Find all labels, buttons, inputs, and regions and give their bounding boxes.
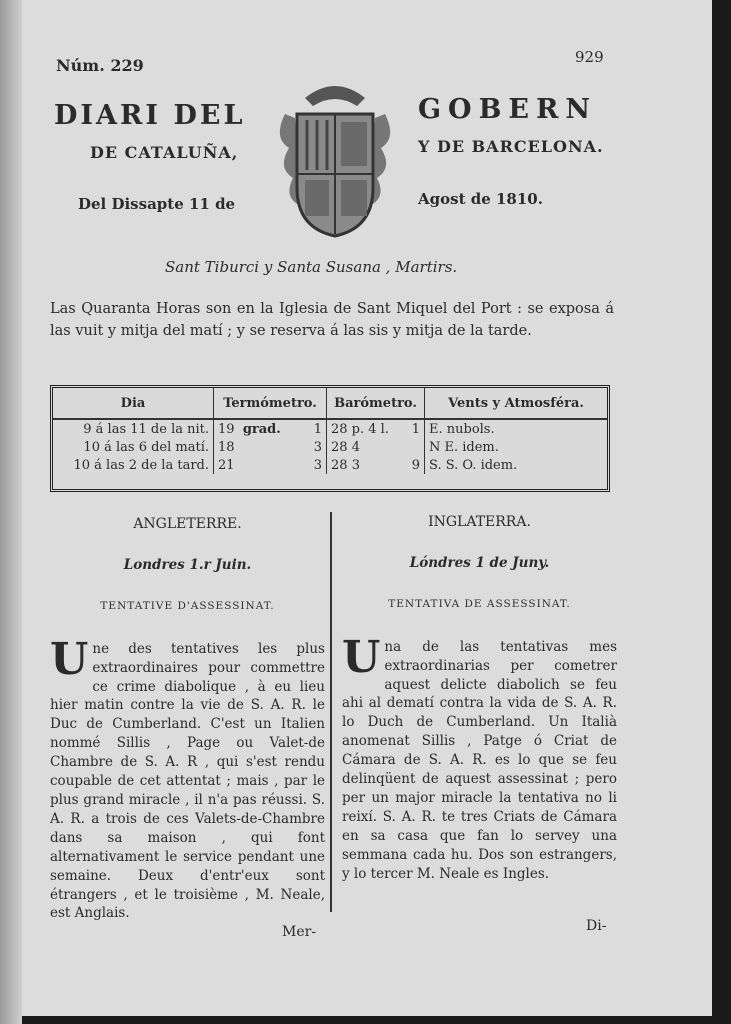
article-french bbox=[50, 515, 325, 923]
subtitle-right: Y DE BARCELONA. bbox=[418, 137, 604, 156]
article-heading: ANGLETERRE. bbox=[133, 516, 242, 532]
header-vents: Vents y Atmosféra. bbox=[425, 388, 608, 419]
weather-table bbox=[50, 385, 610, 492]
article-catalan bbox=[342, 513, 617, 884]
saints-of-the-day: Sant Tiburci y Santa Susana , Martirs. bbox=[165, 258, 458, 276]
table-row bbox=[53, 438, 607, 456]
date-right: Agost de 1810. bbox=[418, 190, 543, 208]
cell-vents: S. S. O. idem. bbox=[425, 456, 608, 474]
date-left: Del Dissapte 11 de bbox=[78, 195, 236, 213]
catchword-right: Di- bbox=[586, 918, 607, 934]
subtitle-left: DE CATALUÑA, bbox=[90, 143, 239, 162]
drop-cap: U bbox=[342, 631, 381, 683]
article-section: TENTATIVA DE ASSESSINAT. bbox=[388, 597, 571, 610]
cell-termometro: 18 3 bbox=[214, 438, 327, 456]
cell-barometro: 28 4 bbox=[327, 438, 425, 456]
article-body bbox=[342, 631, 617, 884]
cell-termometro: 21 3 bbox=[214, 456, 327, 474]
article-dateline: Lóndres 1 de Juny. bbox=[409, 554, 550, 571]
title-left: DIARI DEL bbox=[54, 100, 246, 131]
cell-dia: 10 á las 6 del matí. bbox=[83, 439, 209, 455]
cell-barometro: 28 3 9 bbox=[327, 456, 425, 474]
article-text: na de las tentativas mes extraordinarias per cometrer aquest delicte diabolich se feu ahi al dematí contra la vida de S. A. R. lo Duch de Cumberland. Un Italià anomenat Sillis , Patge ó Criat de Cámara de S. A. R. es lo que se feu delinqüent de aquest assessinat ; pero per un major miracle la tentativa no li reixí. S. A. R. te tres Criats de Cámara en sa casa que fan lo servey una semmana cada hu. Dos son estrangers, y lo tercer M. Neale es Ingles. bbox=[342, 638, 617, 882]
title-right: GOBERN bbox=[418, 94, 598, 125]
drop-cap: U bbox=[50, 633, 89, 685]
catchword-left: Mer- bbox=[282, 924, 317, 940]
book-gutter bbox=[0, 0, 22, 1024]
table-row bbox=[53, 419, 607, 438]
forty-hours-notice: Las Quaranta Horas son en la Iglesia de Sant Miquel del Port : se exposa á las vuit y mitja del matí ; y se reserva á las sis y mitja de la tarde. bbox=[50, 301, 614, 339]
table-row bbox=[53, 456, 607, 474]
cell-dia: 10 á las 2 de la tard. bbox=[73, 457, 209, 473]
article-dateline: Londres 1.r Juin. bbox=[123, 556, 252, 573]
article-text: ne des tentatives les plus extraordinaires pour commettre ce crime diabolique , à eu lieu hier matin contre la vie de S. A. R. le Duc de Cumberland. C'est un Italien nommé Sillis , Page ou Valet-de Chambre de S. A. R , qui s'est rendu coupable de cet attentat ; mais , par le plus grand miracle , il n'a pas réussi. S. A. R. a trois de ces Valets-de-Chambre dans sa maison , qui font alternativament le service pendant une semaine. Deux d'entr'eux sont étrangers , et le troisième , M. Neale, est Anglais. bbox=[50, 640, 325, 922]
article-heading: INGLATERRA. bbox=[428, 514, 531, 530]
article-section: TENTATIVE D'ASSESSINAT. bbox=[100, 599, 275, 612]
column-divider bbox=[330, 512, 332, 912]
issue-number: Núm. 229 bbox=[56, 56, 144, 75]
cell-dia: 9 á las 11 de la nit. bbox=[83, 421, 209, 437]
header-barometro: Barómetro. bbox=[327, 388, 425, 419]
cell-barometro: 28 p. 4 l. 1 bbox=[327, 419, 425, 438]
cell-vents: E. nubols. bbox=[425, 419, 608, 438]
header-dia: Dia bbox=[53, 388, 214, 419]
coat-of-arms-icon bbox=[265, 78, 405, 240]
cell-termometro: 19 grad. 1 bbox=[214, 419, 327, 438]
header-termometro: Termómetro. bbox=[214, 388, 327, 419]
cell-vents: N E. idem. bbox=[425, 438, 608, 456]
page-number: 929 bbox=[575, 48, 604, 66]
article-body bbox=[50, 633, 325, 924]
